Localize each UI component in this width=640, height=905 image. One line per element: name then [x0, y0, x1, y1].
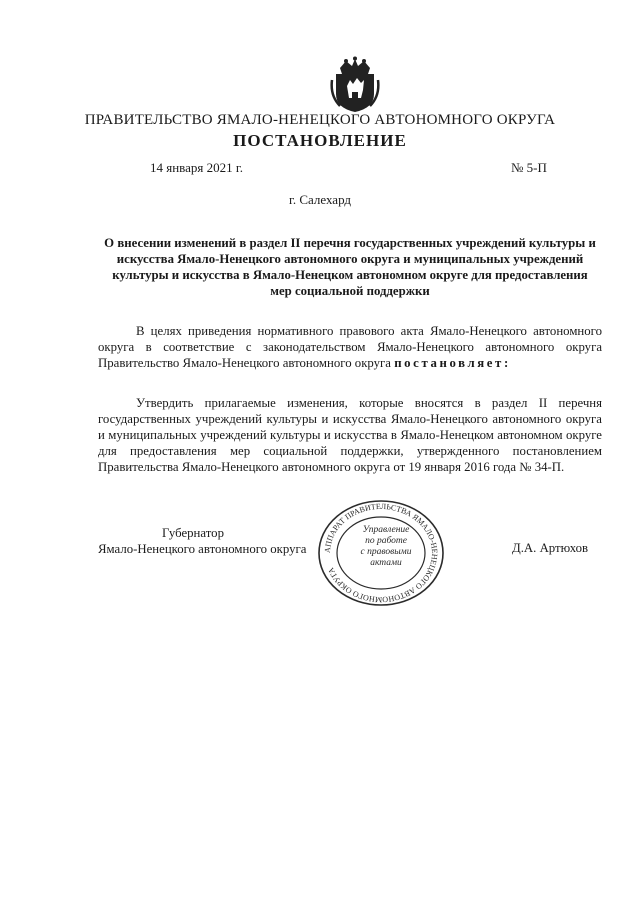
signatory-name: Д.А. Артюхов — [512, 541, 589, 555]
stamp-line-3: с правовыми — [360, 547, 412, 557]
decree-word: постановляет: — [394, 356, 511, 370]
document-city: г. Салехард — [288, 192, 352, 207]
stamp-line-2: по работе — [365, 536, 407, 546]
stamp-inner-text — [352, 525, 420, 569]
stamp-line-1: Управление — [362, 525, 410, 535]
position-line-2: Ямало-Ненецкого автономного округа — [98, 542, 307, 556]
document-number: № 5-П — [511, 160, 547, 175]
coat-of-arms-icon — [330, 56, 380, 114]
government-title: ПРАВИТЕЛЬСТВО ЯМАЛО-НЕНЕЦКОГО АВТОНОМНОГО ОКРУГА — [84, 112, 556, 128]
signatory-position — [98, 525, 338, 557]
stamp-ring-text: АППАРАТ ПРАВИТЕЛЬСТВА ЯМАЛО-НЕНЕЦКОГО АВТОНОМНОГО ОКРУГА — [322, 501, 440, 605]
document-date: 14 января 2021 г. — [150, 160, 244, 175]
position-line-1: Губернатор — [162, 526, 224, 540]
preamble-text: В целях приведения нормативного правового акта Ямало-Ненецкого автономного округа в соответствие с законодательством Ямало-Ненецкого автономного округа Правительство Ямало-Ненецкого автономного округа — [98, 324, 602, 370]
document-subject: О внесении изменений в раздел II перечня государственных учреждений культуры и искусства Ямало-Ненецкого автономного округа и муниципальных учреждений культуры и искусства в Ямало-Ненецком автономном округе для предоставления мер социальной поддержки — [104, 236, 596, 298]
stamp-line-4: актами — [370, 558, 402, 568]
document-type-title: ПОСТАНОВЛЕНИЕ — [233, 131, 407, 150]
preamble-paragraph — [98, 323, 602, 371]
resolution-paragraph: Утвердить прилагаемые изменения, которые вносятся в раздел II перечня государственных учреждений культуры и искусства Ямало-Ненецкого автономного округа и муниципальных учреждений культуры и искусства в Ямало-Ненецком автономном округе для предоставления мер социальной поддержки, утвержденного постановлением Правительства Ямало-Ненецкого автономного округа от 19 января 2016 года № 34-П. — [98, 396, 602, 474]
